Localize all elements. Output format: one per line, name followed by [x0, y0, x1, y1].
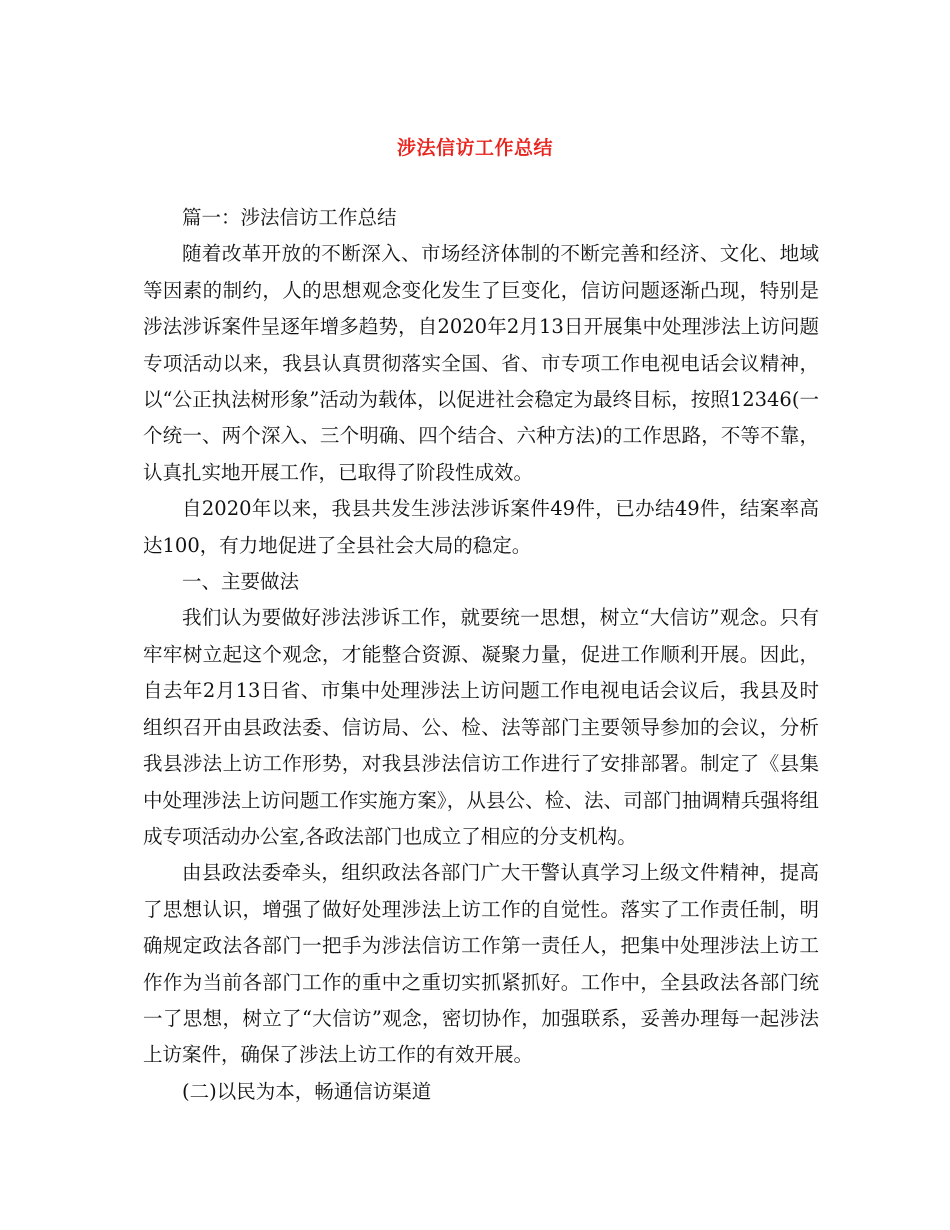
document-body	[143, 200, 819, 1110]
body-paragraph: 随着改革开放的不断深入、市场经济体制的不断完善和经济、文化、地域等因素的制约，人的思想观念变化发生了巨变化，信访问题逐渐凸现，特别是涉法涉诉案件呈逐年增多趋势，自2020年2月13日开展集中处理涉法上访问题专项活动以来，我县认真贯彻落实全国、省、市专项工作电视电话会议精神，以“公正执法树形象”活动为载体，以促进社会稳定为最终目标，按照12346(一个统一、两个深入、三个明确、四个结合、六种方法)的工作思路，不等不靠，认真扎实地开展工作，已取得了阶段性成效。	[143, 242, 819, 484]
body-paragraph: 由县政法委牵头，组织政法各部门广大干警认真学习上级文件精神，提高了思想认识，增强了做好处理涉法上访工作的自觉性。落实了工作责任制，明确规定政法各部门一把手为涉法信访工作第一责任人，把集中处理涉法上访工作作为当前各部门工作的重中之重切实抓紧抓好。工作中，全县政法各部门统一了思想，树立了“大信访”观念，密切协作，加强联系，妥善办理每一起涉法上访案件，确保了涉法上访工作的有效开展。	[143, 861, 819, 1067]
document-title: 涉法信访工作总结	[396, 137, 553, 159]
body-paragraph: 自2020年以来，我县共发生涉法涉诉案件49件，已办结49件，结案率高达100，有力地促进了全县社会大局的稳定。	[143, 497, 819, 557]
section-heading: 篇一：涉法信访工作总结	[182, 206, 397, 229]
body-paragraph: 我们认为要做好涉法涉诉工作，就要统一思想，树立“大信访”观念。只有牢牢树立起这个观念，才能整合资源、凝聚力量，促进工作顺利开展。因此，自去年2月13日省、市集中处理涉法上访问题工作电视电话会议后，我县及时组织召开由县政法委、信访局、公、检、法等部门主要领导参加的会议，分析我县涉法上访工作形势，对我县涉法信访工作进行了安排部署。制定了《县集中处理涉法上访问题工作实施方案》，从县公、检、法、司部门抽调精兵强将组成专项活动办公室,各政法部门也成立了相应的分支机构。	[143, 606, 819, 848]
section-heading: (二)以民为本，畅通信访渠道	[182, 1079, 432, 1103]
section-heading: 一、主要做法	[182, 570, 300, 594]
